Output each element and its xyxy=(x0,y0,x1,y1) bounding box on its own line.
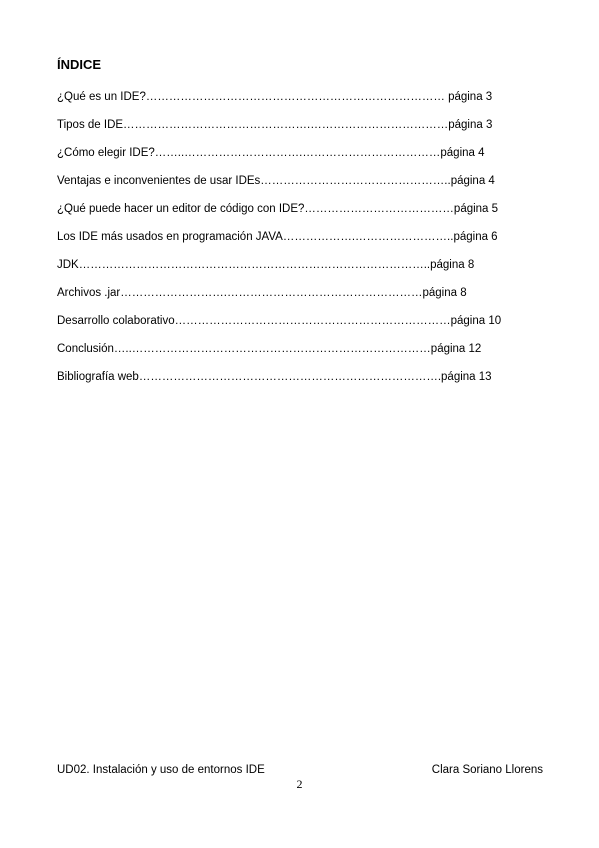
toc-entry-leader: ………………………………… xyxy=(304,203,454,215)
toc-entry-page: página 12 xyxy=(430,343,482,355)
toc-entry-page: página 10 xyxy=(450,315,502,327)
toc-entry-page: página 5 xyxy=(453,203,499,215)
toc-entry-title: Ventajas e inconvenientes de usar IDEs xyxy=(57,175,261,187)
toc-entry-page: página 3 xyxy=(448,91,493,103)
toc-entry-title: ¿Cómo elegir IDE? xyxy=(57,147,155,159)
toc-entry xyxy=(57,369,537,397)
toc-entry xyxy=(57,229,537,257)
toc-entry xyxy=(57,257,537,285)
toc-entry-page: página 4 xyxy=(450,175,495,187)
toc-entry xyxy=(57,173,537,201)
toc-entry-leader: ………………………………………….……………………………… xyxy=(123,119,449,131)
toc-entry xyxy=(57,341,537,369)
toc-entry-title: ¿Qué puede hacer un editor de código con IDE? xyxy=(57,203,305,215)
toc-entry-title: Desarrollo colaborativo xyxy=(57,315,175,327)
footer-document-title: UD02. Instalación y uso de entornos IDE xyxy=(57,764,265,776)
toc-entry xyxy=(57,313,537,341)
toc-entry-leader: …..…………………………………………………………………… xyxy=(113,343,431,355)
toc-entry xyxy=(57,285,537,313)
toc-entry-page: página 8 xyxy=(422,287,467,299)
toc-entry-leader: ……………………………………………………………………………….. xyxy=(78,259,431,271)
toc-entry-page: página 6 xyxy=(453,231,498,243)
toc-entry-page: página 3 xyxy=(448,119,493,131)
toc-entry-title: Bibliografía web xyxy=(57,371,139,383)
toc-entry-leader: ………………………………………….. xyxy=(260,175,451,187)
toc-entry-title: Tipos de IDE xyxy=(57,119,124,131)
toc-entry-title: JDK xyxy=(57,259,79,271)
toc-entry-leader: ……..………………………….……………………………… xyxy=(154,147,441,159)
toc-entry-title: ¿Qué es un IDE? xyxy=(57,91,146,103)
toc-entry-page: página 4 xyxy=(440,147,485,159)
toc-entry xyxy=(57,201,537,229)
toc-entry-page: página 8 xyxy=(430,259,475,271)
toc-entry xyxy=(57,145,537,173)
page-number: 2 xyxy=(296,777,303,791)
toc-entry-title: Los IDE más usados en programación JAVA xyxy=(57,231,283,243)
toc-entry-leader: ……………………….…………………………………………… xyxy=(120,287,423,299)
footer-author: Clara Soriano Llorens xyxy=(431,764,543,776)
toc-entry xyxy=(57,117,537,145)
toc-entry-leader: …………………………………………………………………… xyxy=(145,91,449,103)
toc-entry-leader: ……………………………………………………………… xyxy=(174,315,451,327)
toc-entry xyxy=(57,89,537,117)
toc-entry-title: Conclusión xyxy=(57,343,114,355)
toc-entry-page: página 13 xyxy=(441,371,492,383)
page-title: ÍNDICE xyxy=(57,57,102,72)
toc-entry-leader: ……………….…………………….. xyxy=(282,231,454,243)
toc-entry-title: Archivos .jar xyxy=(57,287,121,299)
table-of-contents xyxy=(57,89,537,397)
toc-entry-leader: ……………………………………………………………………. xyxy=(138,371,442,383)
